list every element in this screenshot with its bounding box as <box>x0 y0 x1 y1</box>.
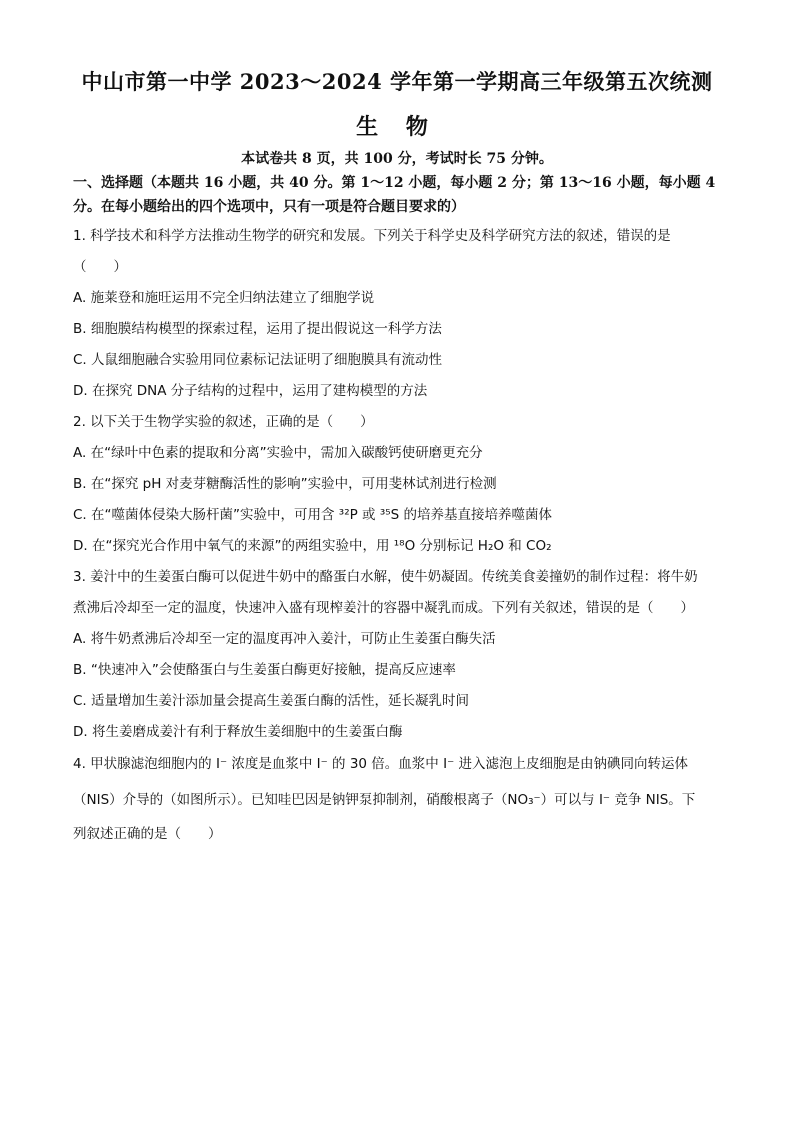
exam-info: 本试卷共 8 页，共 100 分，考试时长 75 分钟。 <box>241 151 553 167</box>
question-2-option-c: C. 在“噬菌体侵染大肠杆菌”实验中，可用含 ³²P 或 ³⁵S 的培养基直接培养噬菌体 <box>73 507 553 523</box>
question-3-stem-line-1: 3. 姜汁中的生姜蛋白酶可以促进牛奶中的酪蛋白水解，使牛奶凝固。传统美食姜撞奶的制作过程：将牛奶 <box>73 569 698 585</box>
question-3-option-d: D. 将生姜磨成姜汁有利于释放生姜细胞中的生姜蛋白酶 <box>73 724 403 740</box>
question-3-option-b: B. “快速冲入”会使酪蛋白与生姜蛋白酶更好接触，提高反应速率 <box>73 662 456 678</box>
question-2-option-d: D. 在“探究光合作用中氧气的来源”的两组实验中，用 ¹⁸O 分别标记 H₂O 和 CO₂ <box>73 538 552 554</box>
question-3-stem-line-2: 煮沸后冷却至一定的温度，快速冲入盛有现榨姜汁的容器中凝乳而成。下列有关叙述，错误的是（ ） <box>73 600 694 616</box>
question-1-option-d: D. 在探究 DNA 分子结构的过程中，运用了建构模型的方法 <box>73 383 428 399</box>
exam-title: 中山市第一中学 2023～2024 学年第一学期高三年级第五次统测 <box>81 69 713 94</box>
question-2-option-a: A. 在“绿叶中色素的提取和分离”实验中，需加入碳酸钙使研磨更充分 <box>73 445 483 461</box>
question-1-option-a: A. 施莱登和施旺运用不完全归纳法建立了细胞学说 <box>73 290 375 306</box>
question-1-option-c: C. 人鼠细胞融合实验用同位素标记法证明了细胞膜具有流动性 <box>73 352 443 368</box>
question-1-stem-line-1: 1. 科学技术和科学方法推动生物学的研究和发展。下列关于科学史及科学研究方法的叙述，错误的是 <box>73 228 671 244</box>
question-1-stem-line-2: （ ） <box>73 259 127 275</box>
question-3-option-c: C. 适量增加生姜汁添加量会提高生姜蛋白酶的活性，延长凝乳时间 <box>73 693 470 709</box>
question-2-option-b: B. 在“探究 pH 对麦芽糖酶活性的影响”实验中，可用斐林试剂进行检测 <box>73 476 497 492</box>
section-heading: 一、选择题（本题共 16 小题，共 40 分。第 1～12 小题，每小题 2 分；第 13～16 小题，每小题 4 分。在每小题给出的四个选项中，只有一项是符合题目要求的） <box>73 175 716 215</box>
question-3-option-a: A. 将牛奶煮沸后冷却至一定的温度再冲入姜汁，可防止生姜蛋白酶失活 <box>73 631 496 647</box>
question-4-stem-line-3: 列叙述正确的是（ ） <box>73 826 222 842</box>
question-1-option-b: B. 细胞膜结构模型的探索过程，运用了提出假说这一科学方法 <box>73 321 442 337</box>
question-4-stem-line-1: 4. 甲状腺滤泡细胞内的 I⁻ 浓度是血浆中 I⁻ 的 30 倍。血浆中 I⁻ 进入滤泡上皮细胞是由钠碘同向转运体 <box>73 756 689 772</box>
question-4-stem-line-2: （NIS）介导的（如图所示）。已知哇巴因是钠钾泵抑制剂，硝酸根离子（NO₃⁻）可以与 I⁻ 竞争 NIS。下 <box>73 792 696 808</box>
question-2-stem-line-1: 2. 以下关于生物学实验的叙述，正确的是（ ） <box>73 414 374 430</box>
subject-title: 生 物 <box>356 114 438 140</box>
